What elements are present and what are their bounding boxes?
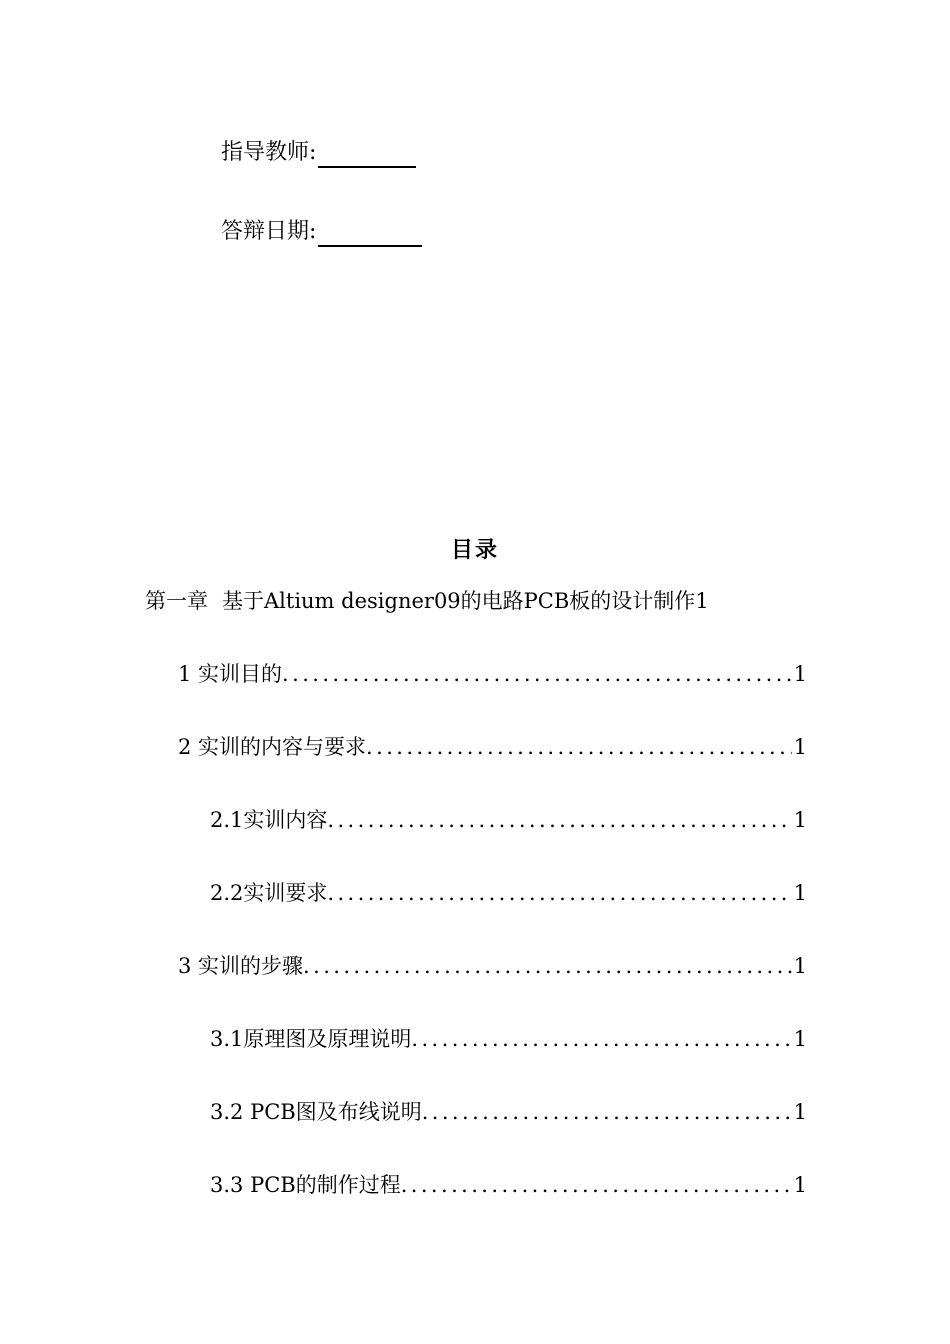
toc-entry-label: 1 实训目的 — [178, 662, 283, 686]
toc-entry[interactable] — [210, 878, 807, 908]
toc-entry-label: 3 实训的步骤 — [178, 954, 304, 978]
toc-entry-page: 1 — [793, 1100, 807, 1124]
toc-dot-leader — [401, 1170, 792, 1200]
teacher-blank-line — [318, 144, 416, 168]
toc-dot-leader — [303, 951, 792, 981]
defense-date-field — [221, 217, 422, 247]
toc-entry-page: 1 — [793, 662, 807, 686]
toc-entry-page: 1 — [793, 808, 807, 832]
toc-entry[interactable] — [210, 1097, 807, 1127]
toc-entry-page: 1 — [793, 881, 807, 905]
toc-dot-leader — [411, 1024, 791, 1054]
toc-title: 目录 — [450, 537, 499, 563]
toc-dot-leader — [422, 1097, 792, 1127]
toc-entry[interactable] — [210, 1170, 807, 1200]
toc-entry-label: 2.2实训要求 — [210, 881, 328, 905]
toc-chapter-entry[interactable] — [145, 586, 807, 616]
toc-dot-leader — [282, 659, 792, 689]
toc-entry[interactable] — [178, 732, 807, 762]
toc-entry[interactable] — [210, 805, 807, 835]
toc-dot-leader — [327, 805, 791, 835]
toc-chapter-number: 第一章 — [145, 589, 208, 613]
defense-date-blank-line — [318, 223, 422, 247]
toc-entry-page: 1 — [793, 954, 807, 978]
toc-dot-leader — [327, 878, 791, 908]
toc-entry-page: 1 — [793, 735, 807, 759]
toc-entry[interactable] — [210, 1024, 807, 1054]
toc-entry[interactable] — [178, 951, 807, 981]
toc-dot-leader — [366, 732, 792, 762]
teacher-field — [221, 138, 416, 168]
toc-entry-page: 1 — [793, 1027, 807, 1051]
toc-entry-label: 3.1原理图及原理说明 — [210, 1027, 412, 1051]
toc-entry-label: 2.1实训内容 — [210, 808, 328, 832]
teacher-label: 指导教师: — [221, 140, 317, 165]
toc-entry-page: 1 — [793, 1173, 807, 1197]
toc-entry-label: 2 实训的内容与要求 — [178, 735, 367, 759]
toc-chapter-title: 基于Altium designer09的电路PCB板的设计制作 — [222, 589, 696, 613]
toc-chapter-page: 1 — [695, 589, 709, 613]
defense-date-label: 答辩日期: — [221, 219, 317, 244]
toc-entry-label: 3.2 PCB图及布线说明 — [210, 1100, 422, 1124]
toc-entry[interactable] — [178, 659, 807, 689]
toc-entry-label: 3.3 PCB的制作过程 — [210, 1173, 401, 1197]
